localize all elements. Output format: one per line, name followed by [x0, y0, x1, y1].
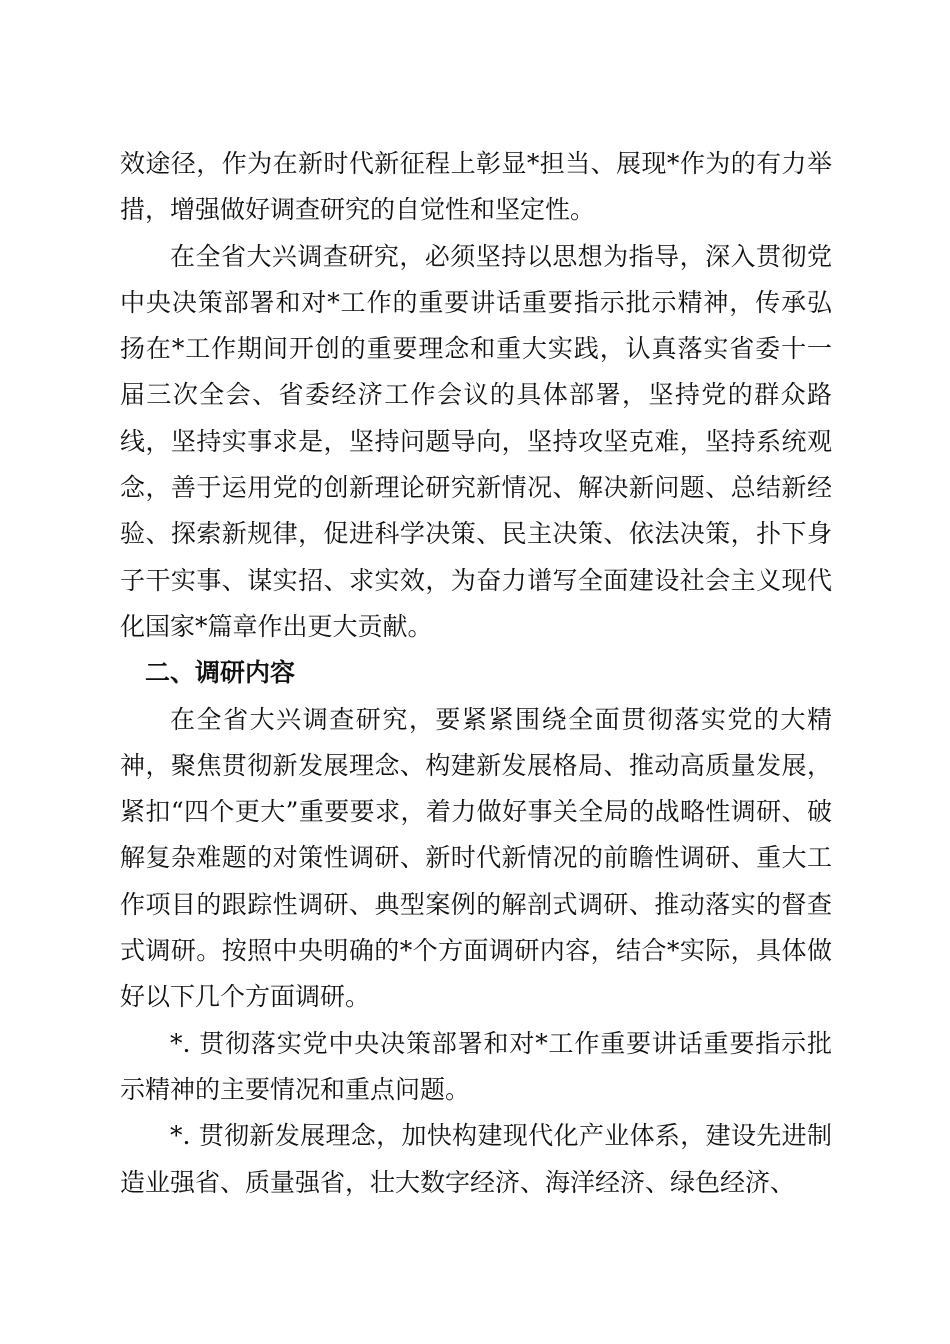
section-heading-research-content: 二、调研内容: [145, 658, 296, 688]
paragraph-continuation: 效途径，作为在新时代新征程上彰显*担当、展现*作为的有力举措，增强做好调查研究的自觉性和坚定性。: [120, 149, 832, 225]
paragraph-research-requirements: 在全省大兴调查研究，必须坚持以思想为指导，深入贯彻党中央决策部署和对*工作的重要讲话重要指示批示精神，传承弘扬在*工作期间开创的重要理念和重大实践，认真落实省委十一届三次全会、省委经济工作会议的具体部署，坚持党的群众路线，坚持实事求是，坚持问题导向，坚持攻坚克难，坚持系统观念，善于运用党的创新理论研究新情况、解决新问题、总结新经验、探索新规律，促进科学决策、民主决策、依法决策，扑下身子干实事、谋实招、求实效，为奋力谱写全面建设社会主义现代化国家*篇章作出更大贡献。: [120, 241, 832, 641]
document-body: [120, 141, 832, 1206]
paragraph-research-focus: 在全省大兴调查研究，要紧紧围绕全面贯彻落实党的大精神，聚焦贯彻新发展理念、构建新发展格局、推动高质量发展，紧扣“四个更大”重要要求，着力做好事关全局的战略性调研、破解复杂难题的对策性调研、新时代新情况的前瞻性调研、重大工作项目的跟踪性调研、典型案例的解剖式调研、推动落实的督查式调研。按照中央明确的*个方面调研内容，结合*实际，具体做好以下几个方面调研。: [120, 704, 832, 1012]
list-item-research-topic-2: *. 贯彻新发展理念，加快构建现代化产业体系，建设先进制造业强省、质量强省，壮大数字经济、海洋经济、绿色经济、: [120, 1121, 832, 1197]
list-item-research-topic-1: *. 贯彻落实党中央决策部署和对*工作重要讲话重要指示批示精神的主要情况和重点问题。: [120, 1028, 832, 1104]
